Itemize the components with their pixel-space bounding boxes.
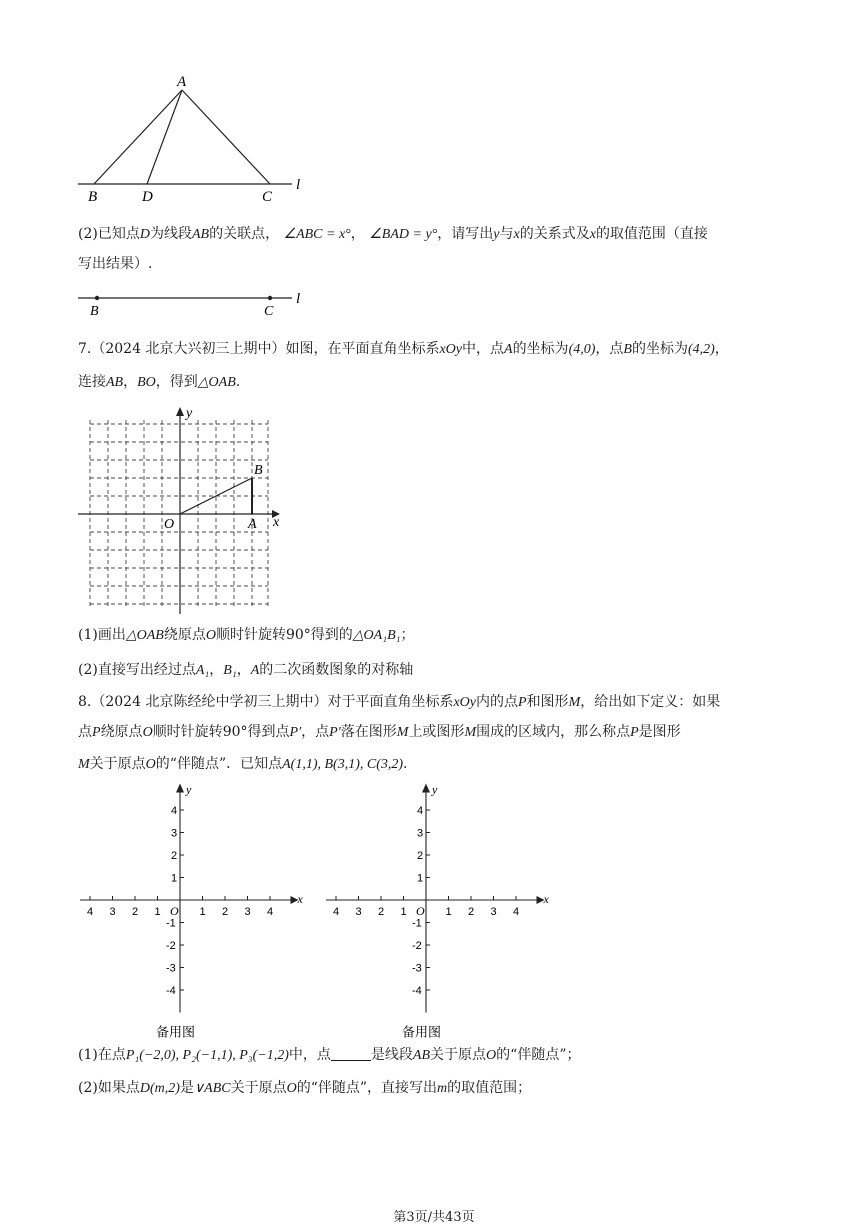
q8-line2 bbox=[78, 720, 790, 745]
var-y: y bbox=[493, 227, 500, 242]
text: 是 bbox=[179, 1080, 194, 1096]
text: 是线段 bbox=[370, 1047, 413, 1063]
text: ， bbox=[236, 662, 251, 678]
line-label-l: l bbox=[296, 177, 301, 193]
y-tick-label: -3 bbox=[166, 962, 176, 975]
point-label-B: B bbox=[90, 304, 99, 319]
q8-part1 bbox=[78, 1043, 790, 1068]
point-label-B: B bbox=[88, 189, 98, 205]
text: (1)在点 bbox=[78, 1047, 126, 1063]
coord-B: (4,2) bbox=[687, 342, 715, 357]
text: 的二次函数图象的对称轴 bbox=[259, 662, 414, 678]
y-tick-label: 3 bbox=[171, 827, 178, 840]
y-tick-label: -1 bbox=[166, 917, 176, 930]
text: ，点 bbox=[595, 341, 624, 357]
text: (2)已知点 bbox=[78, 226, 140, 242]
question-source: （2024 北京大兴初三上期中） bbox=[91, 341, 286, 357]
y-tick-label: -2 bbox=[412, 940, 422, 952]
q7-line2 bbox=[78, 370, 790, 395]
var-A: A bbox=[250, 663, 260, 678]
text: 为线段 bbox=[149, 226, 192, 242]
text: ，请写出 bbox=[437, 226, 494, 242]
var-O: O bbox=[286, 1081, 297, 1096]
var-P: P bbox=[630, 725, 639, 740]
text: 的“伴随点”．已知点 bbox=[155, 756, 283, 772]
x-tick-label: 3 bbox=[490, 906, 497, 918]
var-BO: BO bbox=[137, 375, 156, 390]
origin-label: O bbox=[416, 904, 425, 918]
var-O: O bbox=[142, 725, 153, 740]
text: ，点 bbox=[301, 724, 330, 740]
var-O: O bbox=[145, 757, 156, 772]
x-tick-label: 2 bbox=[222, 906, 229, 918]
text: ； bbox=[400, 627, 415, 643]
var-M: M bbox=[396, 725, 409, 740]
text: ， bbox=[209, 662, 224, 678]
x-tick-label: 2 bbox=[468, 906, 475, 918]
y-tick-label: -4 bbox=[412, 985, 422, 997]
axis-label-x: x bbox=[543, 892, 549, 906]
text: (1)画出 bbox=[78, 627, 126, 643]
point-label-B: B bbox=[254, 463, 263, 478]
axis-label-y: y bbox=[432, 782, 438, 797]
y-tick-label: 1 bbox=[171, 872, 178, 885]
line-label-l: l bbox=[296, 291, 301, 307]
text: 的坐标为 bbox=[512, 341, 569, 357]
axis-label-y: y bbox=[186, 782, 192, 797]
var-AB: AB bbox=[412, 1048, 431, 1063]
y-tick-label: 3 bbox=[417, 827, 424, 840]
text: 与 bbox=[499, 226, 514, 242]
text: 的“伴随点”，直接写出 bbox=[296, 1080, 438, 1096]
angle-90: 90° bbox=[285, 627, 311, 643]
q8-line1 bbox=[78, 690, 790, 715]
text: 顺时针旋转 bbox=[152, 724, 223, 740]
x-tick-label: 2 bbox=[132, 906, 139, 918]
text: ， bbox=[123, 374, 138, 390]
text: 如图，在平面直角坐标系 bbox=[285, 341, 440, 357]
point-label-C: C bbox=[262, 189, 273, 205]
text: ， bbox=[714, 341, 729, 357]
candidate-points: P₁(−2,0), P₂(−1,1), P₃(−1,2) bbox=[125, 1048, 289, 1063]
text: . bbox=[235, 374, 241, 390]
text: (2)如果点 bbox=[78, 1080, 140, 1096]
point-label-A: A bbox=[177, 74, 187, 90]
x-tick-label: 1 bbox=[445, 906, 452, 918]
angle-90: 90° bbox=[222, 724, 248, 740]
x-tick-label: 3 bbox=[244, 906, 251, 918]
q8-line3 bbox=[78, 752, 790, 777]
text: 对于平面直角坐标系 bbox=[327, 694, 454, 710]
point-label-D: D bbox=[142, 189, 153, 205]
y-tick-label: 1 bbox=[417, 872, 424, 885]
var-M: M bbox=[464, 725, 477, 740]
triangle-ABC: ∨ABC bbox=[193, 1081, 231, 1096]
text: (2)直接写出经过点 bbox=[78, 662, 196, 678]
y-tick-label: 2 bbox=[171, 850, 178, 862]
var-AB: AB bbox=[106, 375, 124, 390]
var-m: m bbox=[437, 1081, 448, 1096]
var-AB: AB bbox=[191, 227, 210, 242]
grid-caption: 备用图 bbox=[156, 1024, 196, 1040]
var-x: x bbox=[513, 227, 520, 242]
var-M: M bbox=[568, 695, 581, 710]
x-tick-label: 1 bbox=[400, 906, 407, 918]
text: ，给出如下定义：如果 bbox=[580, 694, 721, 710]
point-D: D(m,2) bbox=[139, 1081, 180, 1096]
x-tick-label: 4 bbox=[87, 906, 94, 918]
triangle-OAB: △OAB bbox=[125, 628, 164, 643]
text: 中，点 bbox=[462, 341, 504, 357]
text: 和图形 bbox=[526, 694, 569, 710]
answer-blank[interactable] bbox=[331, 1046, 371, 1061]
axis-label-x: x bbox=[297, 892, 303, 906]
text: ，得到 bbox=[155, 374, 198, 390]
x-tick-label: 3 bbox=[109, 906, 116, 918]
var-B1: B₁ bbox=[223, 663, 237, 678]
x-tick-label: 3 bbox=[355, 906, 362, 918]
text: 是图形 bbox=[638, 724, 681, 740]
text: 绕原点 bbox=[100, 724, 143, 740]
q6-part2-line1 bbox=[78, 222, 790, 247]
text: 内的点 bbox=[476, 694, 518, 710]
y-axis-arrow bbox=[422, 784, 430, 793]
text: 顺时针旋转 bbox=[215, 627, 286, 643]
angle-BAD: ∠BAD = y° bbox=[369, 227, 438, 242]
coord-A: (4,0) bbox=[568, 342, 596, 357]
var-P: P bbox=[518, 695, 527, 710]
question-number: 7. bbox=[78, 341, 92, 357]
q7-grid-figure bbox=[76, 404, 291, 616]
text: 得到点 bbox=[247, 724, 290, 740]
var-P-prime: P′ bbox=[289, 725, 302, 740]
y-tick-label: -4 bbox=[166, 985, 176, 997]
point-label-A: A bbox=[248, 517, 257, 532]
text: 绕原点 bbox=[163, 627, 206, 643]
var-xOy: xOy bbox=[439, 342, 462, 357]
q6-part2-line2: 写出结果）. bbox=[78, 256, 153, 272]
text: 关于原点 bbox=[430, 1047, 487, 1063]
x-tick-label: 1 bbox=[199, 906, 206, 918]
text: 的“伴随点”； bbox=[496, 1047, 581, 1063]
triangle-OAB: △OAB bbox=[197, 375, 236, 390]
y-tick-label: -1 bbox=[412, 917, 422, 930]
y-tick-label: -3 bbox=[412, 962, 422, 975]
y-tick-label: 4 bbox=[171, 805, 178, 817]
text: 连接 bbox=[78, 374, 106, 390]
x-tick-label: 4 bbox=[333, 906, 340, 918]
question-source: （2024 北京陈经纶中学初三上期中） bbox=[91, 694, 328, 710]
var-B: B bbox=[623, 342, 632, 357]
text: 关于原点 bbox=[230, 1080, 287, 1096]
given-points: A(1,1), B(3,1), C(3,2) bbox=[282, 757, 404, 772]
x-tick-label: 1 bbox=[154, 906, 161, 918]
y-axis-arrow bbox=[176, 784, 184, 793]
x-tick-label: 4 bbox=[513, 906, 520, 918]
q7-line1 bbox=[78, 337, 790, 362]
text: ， bbox=[350, 226, 365, 242]
var-P: P bbox=[92, 725, 101, 740]
q7-part1 bbox=[78, 623, 790, 648]
spare-grid-right bbox=[322, 782, 549, 1040]
y-tick-label: -2 bbox=[166, 940, 176, 952]
text: 的取值范围； bbox=[447, 1080, 532, 1096]
var-D: D bbox=[139, 227, 150, 242]
angle-ABC: ∠ABC = x° bbox=[283, 227, 351, 242]
var-A: A bbox=[504, 342, 513, 357]
x-tick-label: 2 bbox=[378, 906, 385, 918]
axis-label-x: x bbox=[273, 515, 280, 530]
q8-part2 bbox=[78, 1076, 790, 1101]
point-label-C: C bbox=[264, 304, 274, 319]
triangle-figure bbox=[70, 68, 320, 208]
page-footer: 第3页/共43页 bbox=[393, 1210, 475, 1225]
y-tick-label: 2 bbox=[417, 850, 424, 862]
var-P-prime: P′ bbox=[329, 725, 341, 740]
spare-grid-left bbox=[76, 782, 303, 1040]
line-figure bbox=[70, 284, 320, 320]
axis-label-y: y bbox=[186, 406, 193, 421]
x-tick-label: 4 bbox=[267, 906, 274, 918]
text: 的坐标为 bbox=[631, 341, 688, 357]
var-O: O bbox=[486, 1048, 497, 1063]
text: 得到的 bbox=[310, 627, 353, 643]
text: 上或图形 bbox=[408, 724, 465, 740]
origin-label: O bbox=[164, 517, 175, 532]
text: 落在图形 bbox=[340, 724, 397, 740]
text: 中，点 bbox=[288, 1047, 331, 1063]
var-xOy: xOy bbox=[453, 695, 476, 710]
q7-part2 bbox=[78, 658, 790, 683]
question-number: 8. bbox=[78, 694, 92, 710]
text: 的关联点， bbox=[209, 226, 280, 242]
text: . bbox=[403, 756, 408, 772]
var-M: M bbox=[78, 757, 90, 772]
text: 的取值范围（直接 bbox=[595, 226, 708, 242]
triangle-OA1B1: △OA₁B₁ bbox=[352, 628, 401, 643]
var-x: x bbox=[589, 227, 596, 242]
var-A1: A₁ bbox=[195, 663, 210, 678]
var-O: O bbox=[205, 628, 216, 643]
text: 围成的区域内，那么称点 bbox=[476, 724, 631, 740]
text: 关于原点 bbox=[89, 756, 146, 772]
origin-label: O bbox=[170, 904, 179, 918]
grid-caption: 备用图 bbox=[402, 1024, 442, 1040]
y-tick-label: 4 bbox=[417, 805, 424, 817]
text: 的关系式及 bbox=[519, 226, 590, 242]
text: 点 bbox=[78, 724, 92, 740]
